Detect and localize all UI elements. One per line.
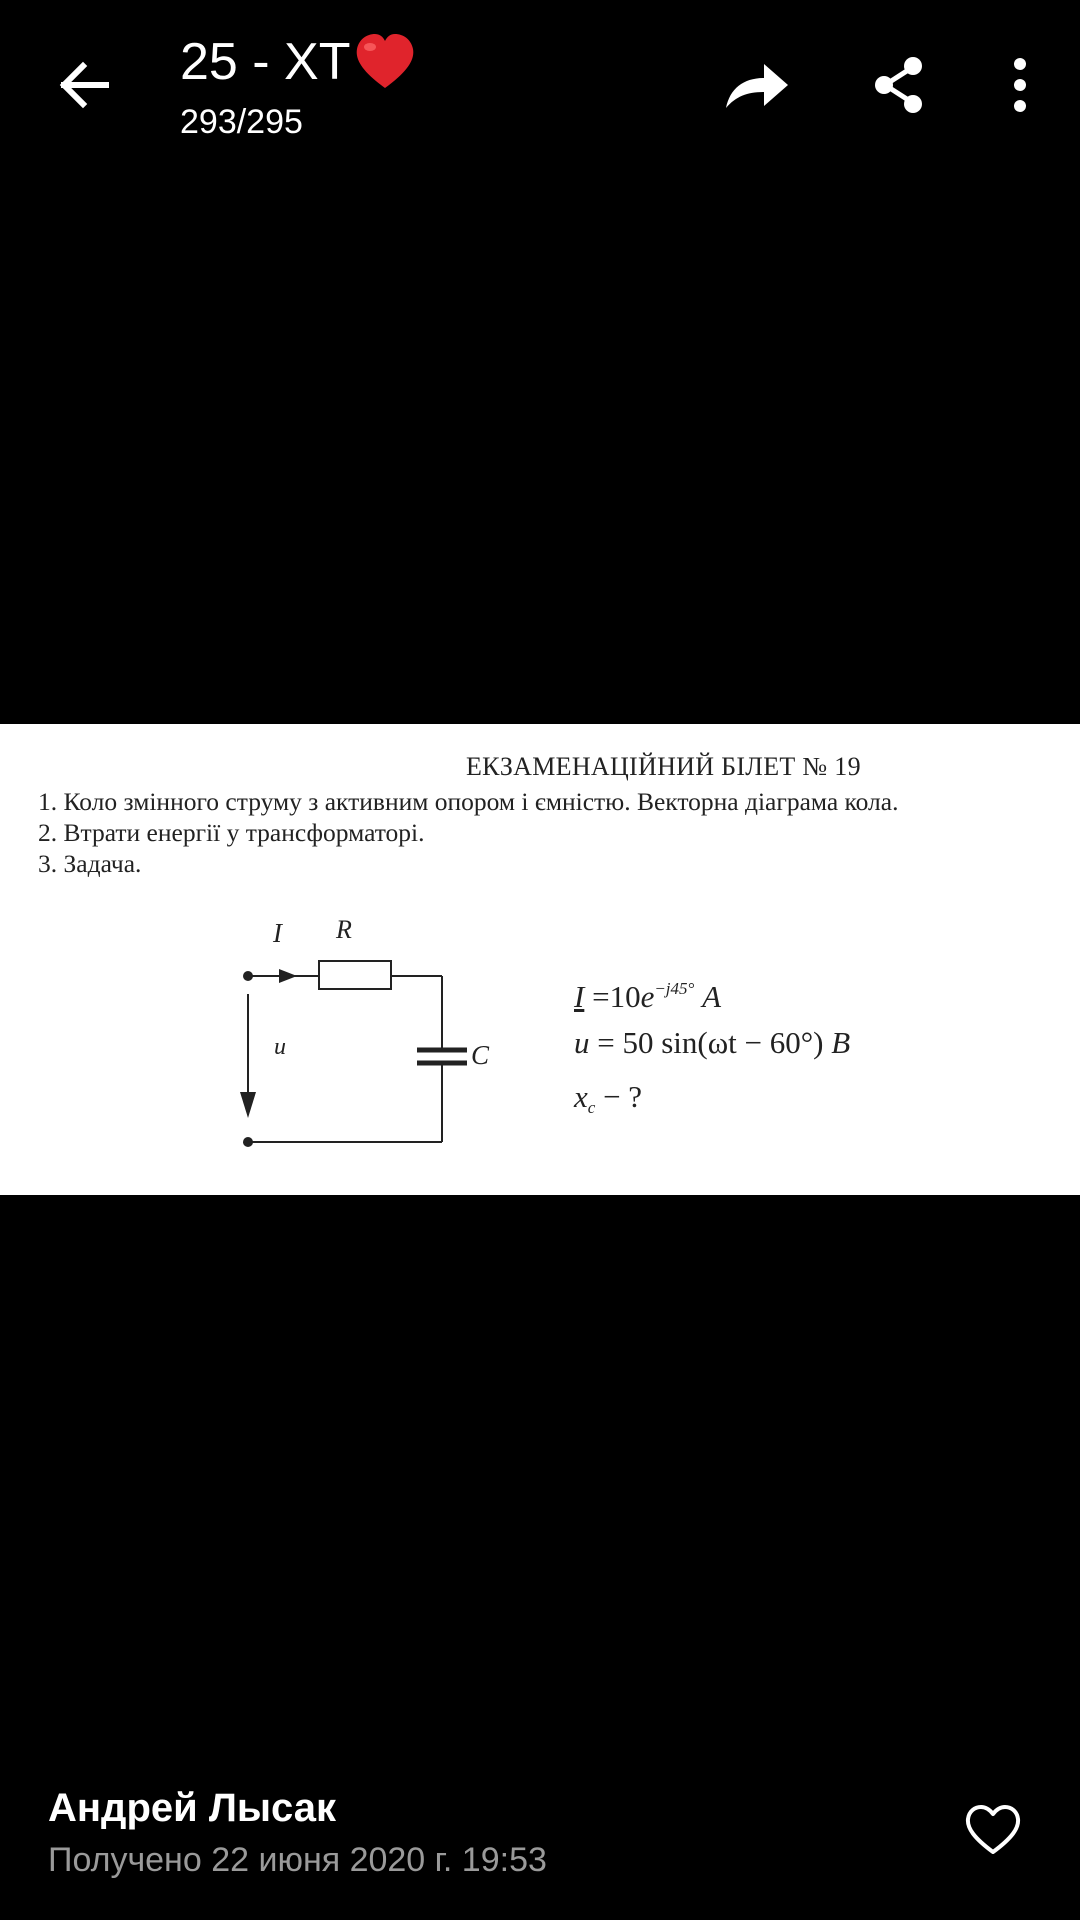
back-button[interactable] xyxy=(44,40,124,130)
formula-voltage xyxy=(574,1016,850,1070)
question-1: 1. Коло змінного струму з активним опором і ємністю. Векторна діаграма кола. xyxy=(38,787,899,816)
capacitor-label: C xyxy=(471,1040,490,1070)
chat-title-block xyxy=(180,30,417,146)
formula-current xyxy=(574,962,850,1016)
formula-current-unit: A xyxy=(702,979,722,1014)
problem-formulas xyxy=(574,962,850,1124)
sender-name: Андрей Лысак xyxy=(48,1786,337,1830)
more-options-button[interactable] xyxy=(975,40,1065,130)
like-button[interactable] xyxy=(955,1795,1031,1865)
question-2: 2. Втрати енергії у трансформаторі. xyxy=(38,818,425,847)
heart-outline-icon xyxy=(964,1804,1022,1856)
forward-button[interactable] xyxy=(712,40,802,130)
formula-reactance-sub: c xyxy=(587,1098,596,1117)
formula-current-base: e xyxy=(640,979,655,1014)
photo-counter: 293/295 xyxy=(180,103,303,141)
more-vertical-icon xyxy=(1010,57,1030,113)
share-icon xyxy=(871,55,927,115)
formula-reactance xyxy=(574,1070,850,1124)
formula-current-eq: = xyxy=(592,979,610,1014)
share-button[interactable] xyxy=(854,40,944,130)
current-label: I xyxy=(273,918,282,948)
received-timestamp: Получено 22 июня 2020 г. 19:53 xyxy=(48,1841,547,1879)
formula-voltage-unit: B xyxy=(831,1025,851,1060)
formula-voltage-eq: = xyxy=(597,1025,615,1060)
formula-voltage-lhs: u xyxy=(574,1025,590,1060)
resistor-symbol xyxy=(319,961,391,989)
formula-current-exponent: −j45° xyxy=(654,979,695,998)
top-app-bar xyxy=(0,0,1080,170)
formula-current-lhs: I xyxy=(574,979,585,1014)
arrow-left-icon xyxy=(56,60,112,110)
photo-viewer-image[interactable] xyxy=(0,724,1080,1195)
question-3: 3. Задача. xyxy=(38,849,142,878)
formula-voltage-expr: 50 sin(ωt − 60°) xyxy=(622,1025,824,1060)
formula-reactance-var: x xyxy=(574,1079,588,1114)
circuit-diagram xyxy=(0,724,1080,1195)
ticket-heading: ЕКЗАМЕНАЦІЙНИЙ БІЛЕТ № 19 xyxy=(466,752,861,781)
red-heart-emoji xyxy=(353,32,417,92)
voltage-arrow xyxy=(240,1092,256,1118)
chat-title: 25 - ХТ xyxy=(180,33,351,91)
formula-current-value: 10 xyxy=(609,979,641,1014)
forward-arrow-icon xyxy=(722,60,792,110)
formula-reactance-rest: − ? xyxy=(595,1079,643,1114)
current-arrow xyxy=(279,969,297,983)
voltage-label: u xyxy=(274,1034,286,1060)
resistor-label: R xyxy=(336,915,352,944)
